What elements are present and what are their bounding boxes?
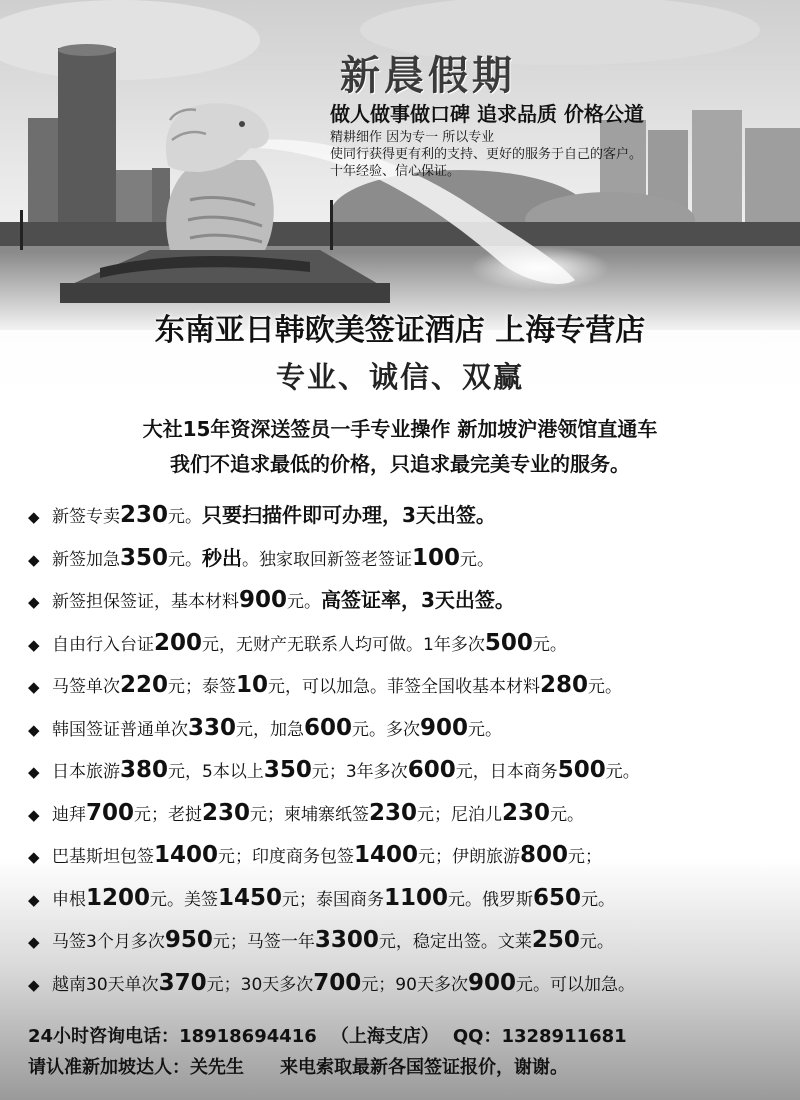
- diamond-bullet-icon: ◆: [28, 763, 40, 781]
- price-text: 只要扫描件即可办理，3天出签。: [202, 503, 496, 527]
- price-number: 1400: [154, 842, 219, 868]
- price-text: 马签单次: [52, 677, 120, 697]
- price-text: 元。美签: [150, 889, 219, 910]
- call-to-action: 来电索取最新各国签证报价，谢谢。: [280, 1057, 568, 1078]
- price-text: 新签专卖: [52, 507, 120, 527]
- slogan: 做人做事做口碑 追求品质 价格公道: [330, 102, 644, 126]
- phone-label: 24小时咨询电话：: [28, 1026, 180, 1047]
- price-item: [28, 664, 798, 707]
- price-number: 900: [420, 714, 469, 741]
- branch-label: （上海支店）: [330, 1026, 439, 1047]
- price-text: 元；柬埔寨纸签: [250, 804, 370, 825]
- price-text: 元；3年多次: [311, 762, 408, 782]
- price-number: 700: [313, 969, 362, 996]
- price-number: 600: [304, 714, 353, 741]
- intro-line: 大社15年资深送签员一手专业操作 新加坡沪港领馆直通车: [142, 417, 658, 441]
- diamond-bullet-icon: ◆: [28, 890, 40, 909]
- price-number: 200: [154, 629, 203, 656]
- tagline-line: 使同行获得更有利的支持、更好的服务于自己的客户。: [330, 147, 643, 162]
- price-text: 元。多次: [352, 719, 421, 740]
- brand-title: 新晨假期: [340, 53, 516, 99]
- motto: 专业、诚信、双赢: [275, 360, 524, 394]
- price-number: 900: [467, 969, 516, 996]
- price-text: 元。: [579, 932, 614, 952]
- diamond-bullet-icon: ◆: [28, 848, 40, 866]
- price-text: 。独家取回新签老签证: [242, 549, 413, 570]
- price-text: 巴基斯坦包签: [52, 847, 154, 867]
- price-item: [28, 919, 798, 962]
- price-number: 700: [86, 799, 135, 826]
- price-number: 220: [120, 672, 169, 698]
- price-number: 500: [557, 757, 606, 783]
- price-text: 元。: [532, 634, 567, 655]
- price-text: 韩国签证普通单次: [52, 719, 188, 740]
- price-text: 新签担保签证，基本材料: [52, 592, 239, 612]
- diamond-bullet-icon: ◆: [28, 678, 40, 696]
- diamond-bullet-icon: ◆: [28, 805, 40, 824]
- price-number: 650: [533, 884, 582, 911]
- price-item: [28, 834, 798, 877]
- price-text: 元；尼泊儿: [417, 804, 503, 825]
- price-number: 800: [520, 842, 569, 868]
- phone-line: [28, 1022, 627, 1048]
- price-item: [28, 707, 798, 750]
- price-text: 新签加急: [52, 549, 120, 570]
- price-text: 元。: [588, 677, 623, 697]
- diamond-bullet-icon: ◆: [28, 975, 40, 994]
- price-item: [28, 749, 798, 792]
- price-number: 370: [158, 969, 207, 996]
- price-text: 元；90天多次: [361, 974, 468, 995]
- price-text: 元，无财产无联系人均可做。1年多次: [202, 634, 485, 655]
- price-text: 元，可以加急。菲签全国收基本材料: [268, 677, 541, 697]
- price-text: 马签3个月多次: [52, 932, 165, 952]
- diamond-bullet-icon: ◆: [28, 550, 40, 569]
- price-text: 元，稳定出签。文莱: [378, 932, 532, 952]
- price-text: 越南30天单次: [52, 974, 159, 995]
- price-number: 600: [407, 757, 456, 783]
- price-text: 高签证率，3天出签。: [321, 588, 515, 612]
- price-number: 350: [120, 544, 169, 571]
- price-text: 元。俄罗斯: [448, 889, 534, 910]
- price-number: 280: [540, 672, 589, 698]
- price-number: 250: [531, 927, 580, 953]
- price-number: 1400: [354, 842, 419, 868]
- price-number: 380: [120, 757, 169, 783]
- diamond-bullet-icon: ◆: [28, 933, 40, 951]
- price-item: [28, 792, 798, 835]
- contact-name: 关先生: [190, 1057, 244, 1078]
- price-text: 元，日本商务: [455, 762, 558, 782]
- price-text: 元；马签一年: [212, 932, 315, 952]
- price-text: 自由行入台证: [52, 634, 154, 655]
- diamond-bullet-icon: ◆: [28, 508, 40, 526]
- price-text: 元。: [287, 592, 322, 612]
- price-number: 900: [239, 587, 288, 613]
- diamond-bullet-icon: ◆: [28, 720, 40, 739]
- diamond-bullet-icon: ◆: [28, 635, 40, 654]
- price-text: 元。可以加急。: [515, 974, 635, 995]
- price-number: 950: [164, 927, 213, 953]
- price-item: [28, 537, 798, 580]
- price-text: 元；30天多次: [206, 974, 314, 995]
- price-item: [28, 877, 798, 920]
- price-item: [28, 494, 798, 537]
- price-text: 元。: [460, 549, 495, 570]
- price-text: 元；印度商务包签: [218, 847, 355, 867]
- price-number: 3300: [314, 927, 379, 953]
- price-text: 元。: [168, 507, 203, 527]
- price-number: 230: [120, 502, 169, 528]
- price-item: [28, 962, 798, 1005]
- price-number: 330: [188, 714, 237, 741]
- tagline-line: 精耕细作 因为专一 所以专业: [330, 130, 495, 145]
- price-text: 元；泰签: [168, 677, 237, 697]
- price-text: 元。: [468, 719, 503, 740]
- price-text: 元，加急: [236, 719, 305, 740]
- price-text: 元；老挝: [134, 804, 203, 825]
- price-text: 迪拜: [52, 804, 86, 825]
- price-number: 1200: [86, 884, 151, 911]
- store-name: 东南亚日韩欧美签证酒店 上海专营店: [154, 313, 646, 348]
- price-text: 元。: [581, 889, 616, 910]
- price-number: 1100: [384, 884, 449, 911]
- price-number: 100: [412, 544, 461, 571]
- price-number: 500: [484, 629, 533, 656]
- price-text: 元。: [605, 762, 640, 782]
- diamond-bullet-icon: ◆: [28, 593, 40, 611]
- price-text: 秒出: [202, 545, 243, 570]
- price-text: 元；伊朗旅游: [418, 847, 521, 867]
- price-text: 申根: [52, 889, 86, 910]
- contact-label: 请认准新加坡达人：: [28, 1057, 190, 1078]
- price-list: [28, 494, 798, 1004]
- price-text: 元。: [168, 549, 203, 570]
- price-text: 元。: [550, 804, 585, 825]
- price-item: [28, 579, 798, 622]
- price-item: [28, 622, 798, 665]
- price-number: 10: [236, 672, 269, 698]
- price-text: 元；泰国商务: [282, 889, 385, 910]
- price-number: 230: [369, 799, 418, 826]
- tagline-line: 十年经验、信心保证。: [330, 164, 461, 179]
- price-number: 230: [202, 799, 251, 826]
- qq-number[interactable]: 1328911681: [501, 1026, 627, 1047]
- price-number: 1450: [218, 884, 283, 911]
- phone-number[interactable]: 18918694416: [179, 1026, 317, 1047]
- intro-line: 我们不追求最低的价格，只追求最完美专业的服务。: [170, 452, 630, 476]
- price-text: 元，5本以上: [168, 762, 264, 782]
- price-number: 350: [263, 757, 312, 783]
- price-text: 元；: [568, 847, 603, 867]
- contact-line: [28, 1053, 568, 1079]
- qq-label: QQ：: [452, 1026, 502, 1047]
- price-text: 日本旅游: [52, 762, 120, 782]
- price-number: 230: [502, 799, 551, 826]
